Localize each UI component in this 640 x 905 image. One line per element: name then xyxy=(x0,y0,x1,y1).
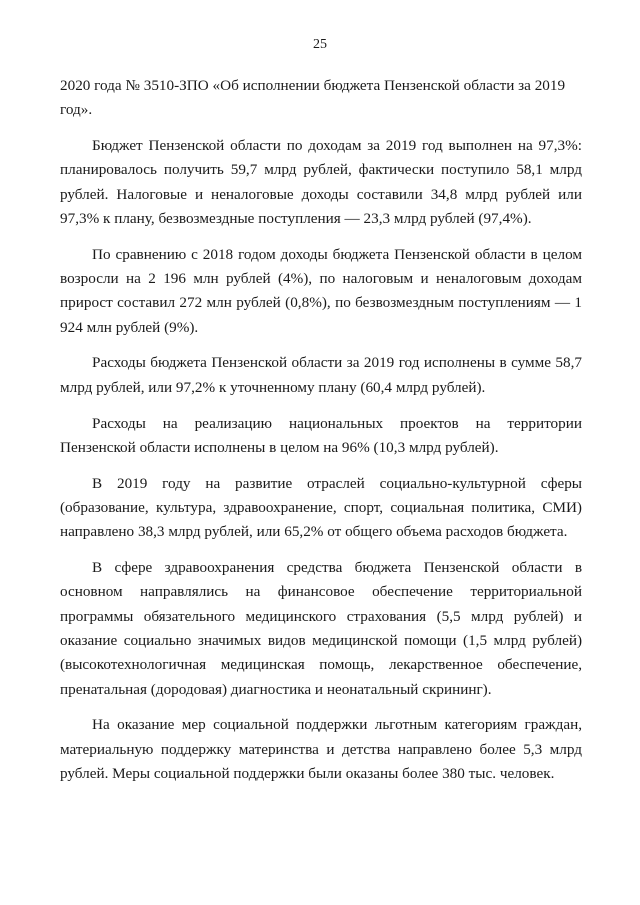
page-number: 25 xyxy=(313,37,327,52)
paragraph-social-support: На оказание мер социальной поддержки льготным категориям граждан, материальную поддержку материнства и детства направлено более 5,3 млрд рублей. Меры социальной поддержки были оказаны более 380 тыс. человек. xyxy=(60,716,582,782)
document-body xyxy=(60,74,582,798)
paragraph-budget-revenue: Бюджет Пензенской области по доходам за 2019 год выполнен на 97,3%: планировалось получить 59,7 млрд рублей, фактически поступило 58,1 млрд рублей. Налоговые и неналоговые доходы составили 34,8 млрд рублей или 97,3% к плану, безвозмездные поступления — 23,3 млрд рублей (97,4%). xyxy=(60,137,582,227)
paragraph-healthcare: В сфере здравоохранения средства бюджета Пензенской области в основном направлялись на финансовое обеспечение территориальной программы обязательного медицинского страхования (5,5 млрд рублей) и оказание социально значимых видов медицинской помощи (1,5 млрд рублей) (высокотехнологичная медицинская помощь, лекарственное обеспечение, пренатальная (дородовая) диагностика и неонатальный скрининг). xyxy=(60,559,582,698)
paragraph-national-projects: Расходы на реализацию национальных проектов на территории Пензенской области исполнены в целом на 96% (10,3 млрд рублей). xyxy=(60,414,582,456)
paragraph-continuation: 2020 года № 3510-ЗПО «Об исполнении бюджета Пензенской области за 2019 год». xyxy=(60,77,566,119)
paragraph-revenue-comparison: По сравнению с 2018 годом доходы бюджета Пензенской области в целом возросли на 2 196 млн рублей (4%), по налоговым и неналоговым доходам прирост составил 272 млн рублей (0,8%), по безвозмездным поступлениям — 1 924 млн рублей (9%). xyxy=(60,245,582,336)
paragraph-social-sphere: В 2019 году на развитие отраслей социально-культурной сферы (образование, культура, здравоохранение, спорт, социальная политика, СМИ) направлено 38,3 млрд рублей, или 65,2% от общего объема расходов бюджета. xyxy=(60,474,582,541)
paragraph-expenditures: Расходы бюджета Пензенской области за 2019 год исполнены в сумме 58,7 млрд рублей, или 97,2% к уточненному плану (60,4 млрд рублей). xyxy=(60,354,582,396)
